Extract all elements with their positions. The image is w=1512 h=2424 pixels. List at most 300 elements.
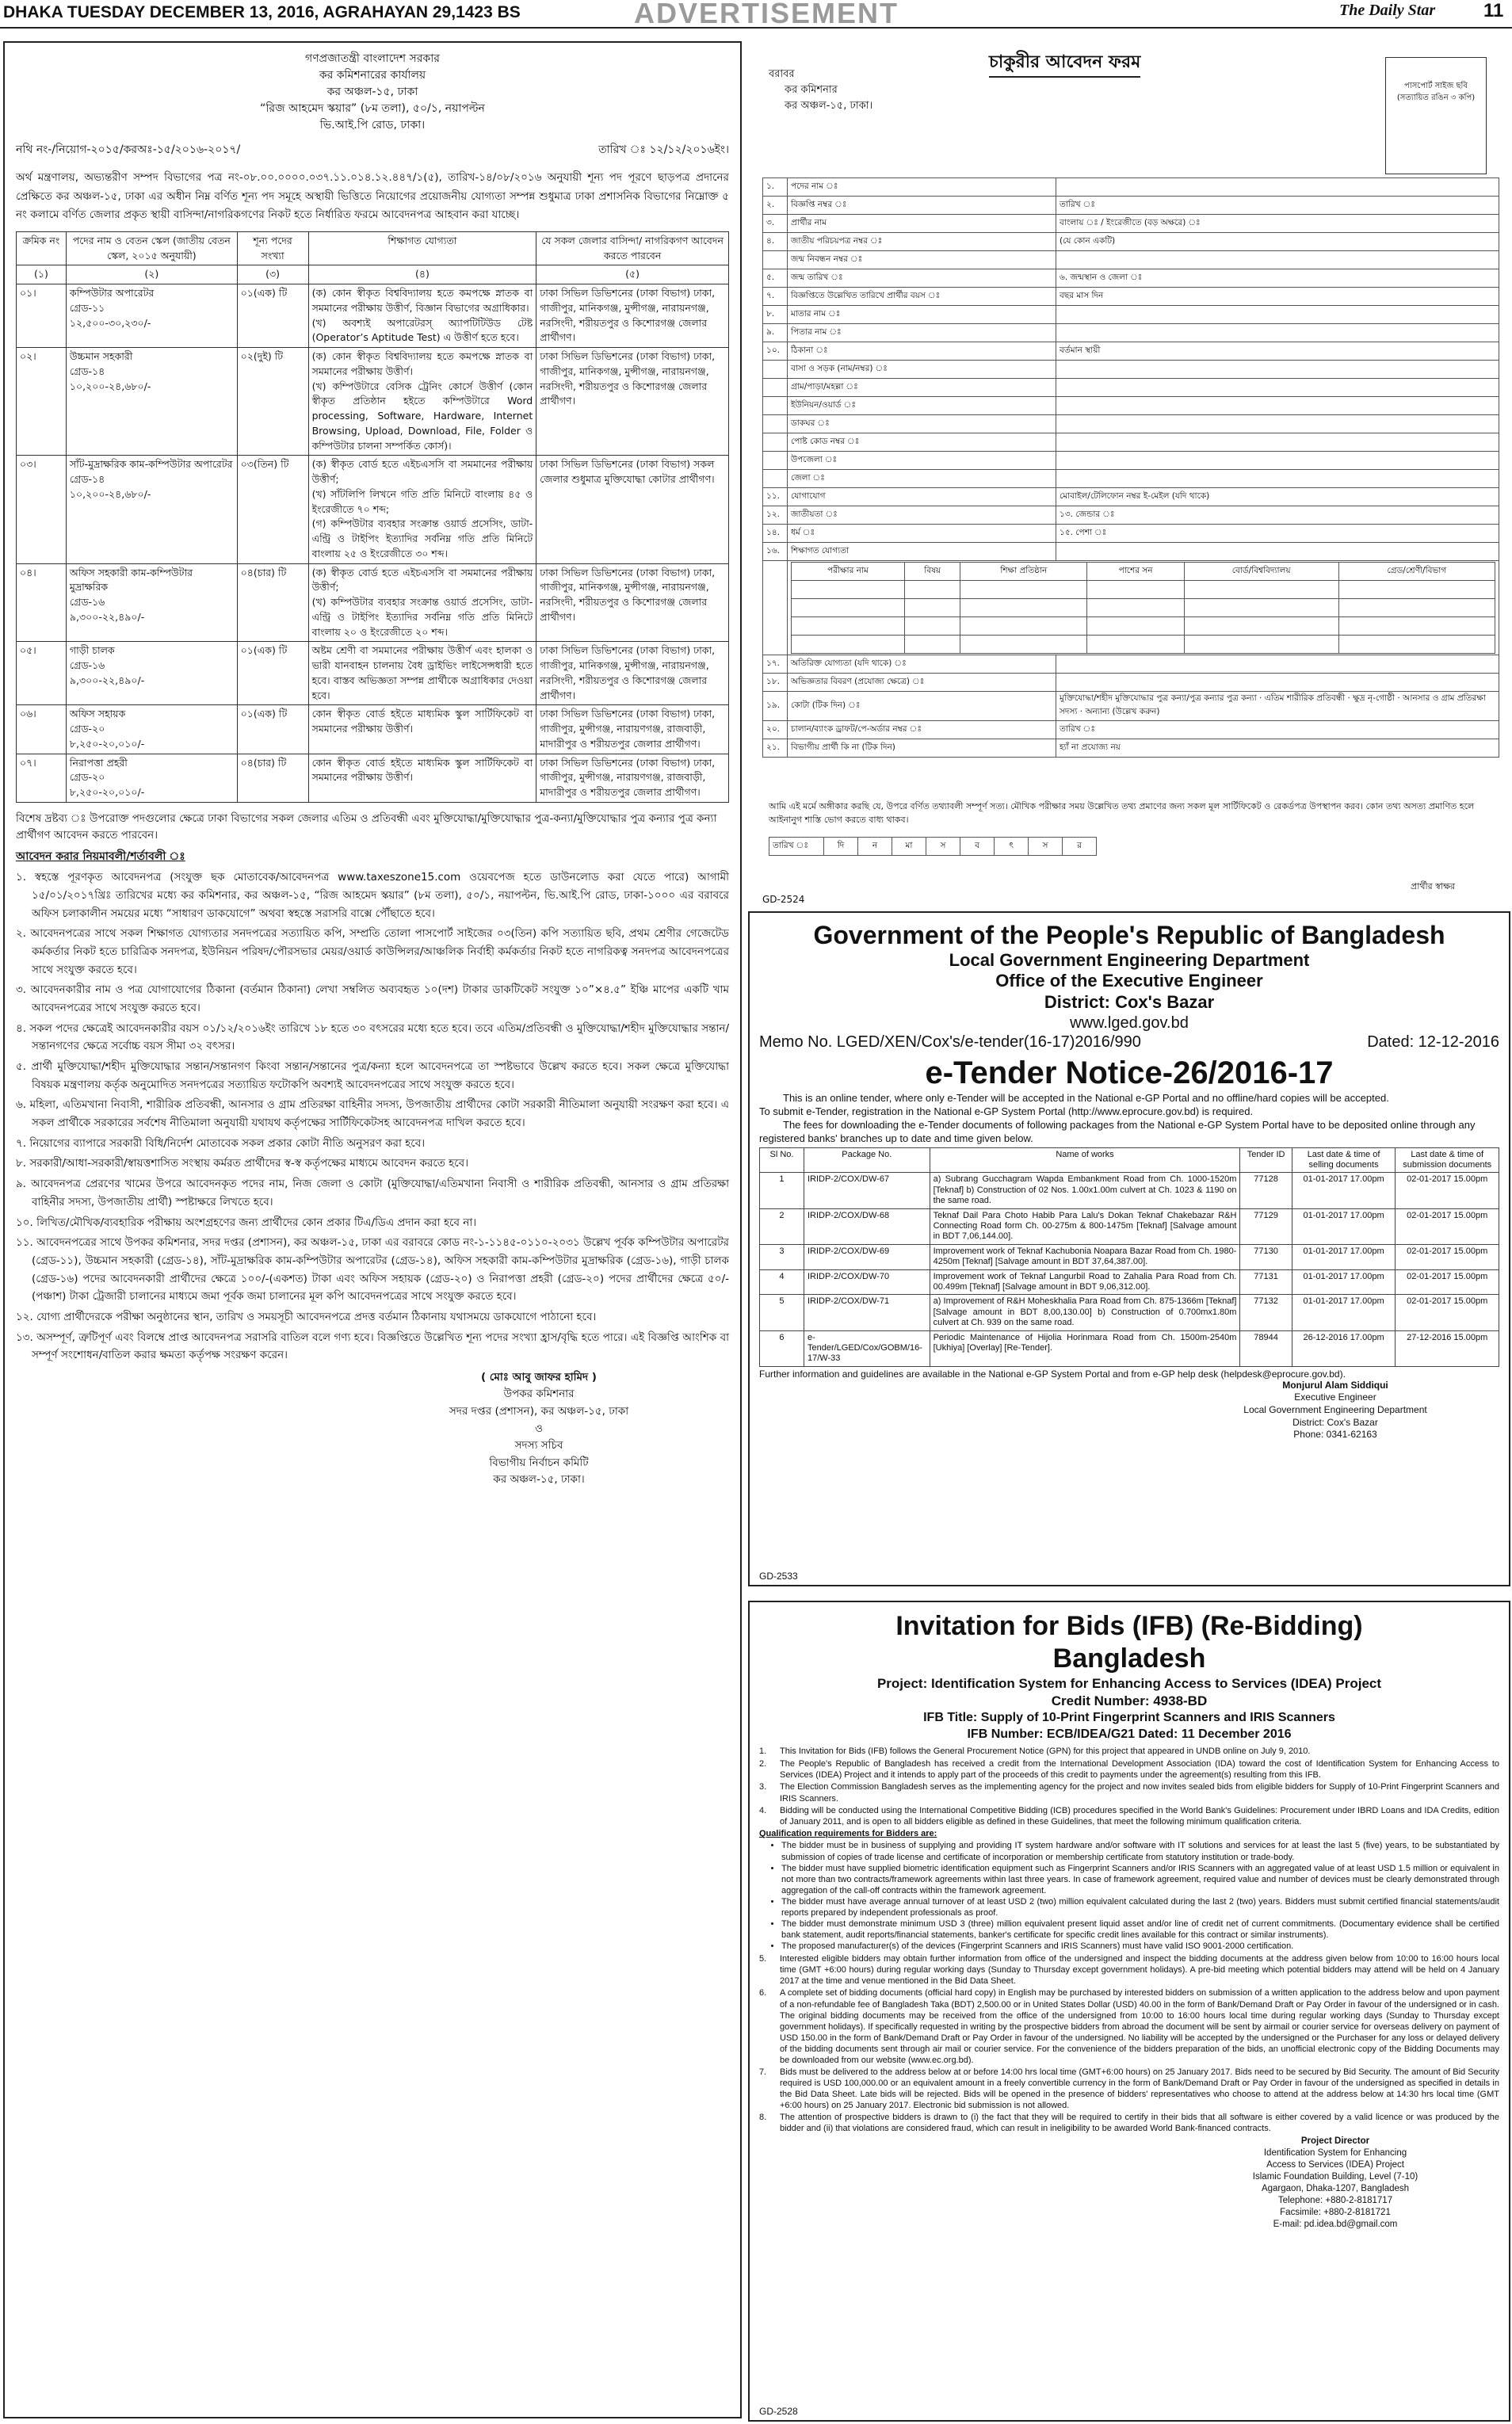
page-number: 11 <box>1483 0 1504 21</box>
form-row-extra <box>1056 251 1499 269</box>
package-no: IRIDP-2/COX/DW-70 <box>804 1269 930 1295</box>
form-row <box>763 543 1499 561</box>
etender-title: Government of the People's Republic of Bangladesh <box>813 921 1445 949</box>
signatory-line: সদর দপ্তর (প্রশাসন), কর অঞ্চল-১৫, ঢাকা <box>449 1405 629 1418</box>
edu-cell <box>1184 617 1338 636</box>
post-name: কম্পিউটার অপারেটর গ্রেড-১১ ১২,৫০০-৩০,২৩০/- <box>66 284 237 348</box>
form-row-label: বিজ্ঞপ্তি নম্বর ঃ <box>788 197 1056 215</box>
signatory-line: Phone: 0341-62163 <box>1293 1429 1377 1441</box>
form-row-number: ১৮. <box>763 674 788 692</box>
ad-code: GD-2528 <box>759 2406 798 2417</box>
form-row-label: ঠিকানা ঃ <box>788 342 1056 361</box>
sl-no: 5 <box>760 1295 804 1330</box>
form-row-label: বিজ্ঞপ্তিতে উল্লেখিত তারিখে প্রার্থীর বয়স ঃ <box>788 288 1056 306</box>
form-row-label: প্রার্থীর নাম <box>788 215 1056 233</box>
form-date-row <box>769 837 1097 856</box>
post-count: ০১(এক) টি <box>237 705 308 754</box>
form-row-number: ১৪. <box>763 525 788 543</box>
form-row-extra: মুক্তিযোদ্ধা/শহীদ মুক্তিযোদ্ধার পুত্র কন্যা/পুত্র কন্যার পুত্র কন্যা · এতিম শারীরিক প্রতিবন্ধী · ক্ষুদ্র নৃ-গোষ্ঠী · আনসার ও গ্রাম প্রতিরক্ষা সদস্য · অন্যান্য (উল্লেখ করুন) <box>1056 692 1499 721</box>
edu-cell <box>1338 581 1495 599</box>
form-row-number: ৯. <box>763 324 788 342</box>
form-row-number: ৭. <box>763 288 788 306</box>
form-row <box>763 269 1499 288</box>
form-row-number: ৪. <box>763 233 788 251</box>
ifb-title: Invitation for Bids (IFB) (Re-Bidding) <box>895 1611 1363 1641</box>
col-serial: ক্রমিক নং <box>17 231 67 265</box>
serial: ০৩। <box>17 456 67 563</box>
etender-row <box>760 1208 1499 1244</box>
signatory-line: District: Cox's Bazar <box>1292 1416 1378 1428</box>
eligible-districts: ঢাকা সিভিল ডিভিশনের (ঢাকা বিভাগ) ঢাকা, গাজীপুর, মুন্সীগঞ্জ, নারায়ণগঞ্জ, রাজবাড়ী, মাদারীপুর ও শরীয়তপুর জেলার প্রার্থীগণ। <box>536 754 729 802</box>
ifb-item <box>759 1758 1499 1781</box>
vacancy-row <box>17 348 729 456</box>
form-row <box>763 415 1499 433</box>
education-blank-row <box>792 581 1495 599</box>
memo-number: নথি নং-/নিয়োগ-২০১৫/করঅঃ-১৫/২০১৬-২০১৭/ <box>16 143 241 156</box>
tender-id: 77132 <box>1240 1295 1292 1330</box>
post-count: ০৪(চার) টি <box>237 563 308 642</box>
ad-code: GD-2533 <box>759 1571 798 1582</box>
form-row-label: গ্রাম/পাড়া/মহল্লা ঃ <box>788 379 1056 397</box>
form-row <box>763 306 1499 324</box>
package-no: e-Tender/LGED/Cox/GOBM/16-17/W-33 <box>804 1330 930 1366</box>
date-cell: মা <box>892 838 926 856</box>
form-row-number: ২১. <box>763 739 788 758</box>
ifb-item-text: Bidding will be conducted using the International Competitive Bidding (ICB) procedures specified in the World Bank's Guidelines: Procurement under IBRD Loans and IDA Credits, edition of January 2011, and is open to all bidders eligible as defined in these Guidelines, that meet the following minimum qualification criteria. <box>780 1805 1499 1827</box>
form-row-number <box>763 415 788 433</box>
form-row <box>763 361 1499 379</box>
etender-row <box>760 1244 1499 1269</box>
edu-cell <box>960 581 1087 599</box>
form-row-extra <box>1056 452 1499 470</box>
post-name: নিরাপত্তা প্রহরী গ্রেড-২০ ৮,২৫০-২০,০১০/- <box>66 754 237 802</box>
vacancy-table: ক্রমিক নং পদের নাম ও বেতন স্কেল (জাতীয় বেতন স্কেল, ২০১৫ অনুযায়ী) শূন্য পদের সংখ্যা শিক্ষাগত যোগ্যতা যে সকল জেলার বাসিন্দা/ নাগরিকগণ আবেদন করতে পারবেন (১) (২) (৩) (৪) (৫) ০১। কম্পিউটার অপারেটর গ্রেড-১১ ১২,৫০০-৩০,২৩০/- ০১(এক) টি (ক) কোন স্বীকৃত বিশ্ববিদ্যালয় হতে কমপক্ষে স্নাতক বা সমমানের পরীক্ষায় উত্তীর্ণ, বিজ্ঞান বিভাগের অগ্রাধিকার। (খ) অবশ্যই অপারেটরস্ অ্যাপটিটিউড টেষ্ট (Operator’s Aptitude Test) এ উত্তীর্ণ হতে হবে। ঢাকা সিভিল ডিভিশনের (ঢাকা বিভাগ) ঢাকা, গাজীপুর, মানিকগঞ্জ, মুন্সীগঞ্জ, নারায়নগঞ্জ, নরসিংদী, শরীয়তপুর ও কিশোরগঞ্জ জেলার প্রার্থীগণ। ০২। উচ্চমান সহকারী গ্রেড-১৪ ১০,২০০-২৪,৬৮০/- ০২(দুই) টি (ক) কোন স্বীকৃত বিশ্ববিদ্যালয় হতে কমপক্ষে স্নাতক বা সমমানের পরীক্ষায় উত্তীর্ণ। (খ) কম্পিউটারে বেসিক ট্রেনিং কোর্সে উত্তীর্ণ (কোন স্বীকৃত প্রতিষ্ঠান হইতে কম্পিউটারে Word processing, Software, Hardware, Internet Browsing, Upload, Download, File, Folder ও কম্পিউটার চালনা সম্পর্কিত কোর্স)। ঢাকা সিভিল ডিভিশনের (ঢাকা বিভাগ) ঢাকা, গাজীপুর, মানিকগঞ্জ, মুন্সীগঞ্জ, নারায়নগঞ্জ, নরসিংদী, শরীয়তপুর ও কিশোরগঞ্জ জেলার প্রার্থীগণ। ০৩। সাঁট-মুদ্রাক্ষরিক কাম-কম্পিউটার অপারেটর গ্রেড-১৪ ১০,২০০-২৪,৬৮০/- ০৩(তিন) টি (ক) স্বীকৃত বোর্ড হতে এইচএসসি বা সমমানের পরীক্ষায় উত্তীর্ণ; (খ) সাঁটলিপি লিখনে গতি প্রতি মিনিটে বাংলায় ৪৫ ও ইংরেজীতে ৭০ শব্দ; (গ) কম্পিউটার ব্যবহার সংক্রান্ত ওয়ার্ড প্রসেসিং, ডাটা-এন্ট্রি ও টাইপিং ইত্যাদির সর্বনিম্ন গতি প্রতি মিনিটে বাংলায় ২৫ ও ইংরেজীতে ৩০ শব্দ। ঢাকা সিভিল ডিভিশনের (ঢাকা বিভাগ) সকল জেলার শুধুমাত্র মুক্তিযোদ্ধা কোটার প্রার্থীগণ। ০৪। অফিস সহকারী কাম-কম্পিউটার মুদ্রাক্ষরিক গ্রেড-১৬ ৯,৩০০-২২,৪৯০/- ০৪(চার) টি (ক) স্বীকৃত বোর্ড হতে এইচএসসি বা সমমানের পরীক্ষায় উত্তীর্ণ; (খ) কম্পিউটার ব্যবহার সংক্রান্ত ওয়ার্ড প্রসেসিং, ডাটা-এন্ট্রি ও টাইপিং ইত্যাদির সর্বনিম্ন গতি প্রতি মিনিটে বাংলায় ২০ ও ইংরেজীতে ২০ শব্দ। ঢাকা সিভিল ডিভিশনের (ঢাকা বিভাগ) ঢাকা, গাজীপুর, মানিকগঞ্জ, মুন্সীগঞ্জ, নারায়নগঞ্জ, নরসিংদী, শরীয়তপুর ও কিশোরগঞ্জ জেলার প্রার্থীগণ। ০৫। গাড়ী চালক গ্রেড-১৬ ৯,৩০০-২২,৪৯০/- ০১(এক) টি অষ্টম শ্রেণী বা সমমানের পরীক্ষায় উত্তীর্ণ এবং হালকা ও ভারী যানবাহন চালনায় বৈধ ড্রাইভিং লাইসেন্সধারী হতে হবে। বাস্তব অভিজ্ঞতা সম্পন্ন প্রার্থীকে অগ্রাধিকার দেওয়া হবে। ঢাকা সিভিল ডিভিশনের (ঢাকা বিভাগ) ঢাকা, গাজীপুর, মানিকগঞ্জ, মুন্সীগঞ্জ, নারায়নগঞ্জ, নরসিংদী, শরীয়তপুর ও কিশোরগঞ্জ জেলার প্রার্থীগণ। ০৬। অফিস সহায়ক গ্রেড-২০ ৮,২৫০-২০,০১০/- ০১(এক) টি কোন স্বীকৃত বোর্ড হইতে মাধ্যমিক স্কুল সার্টিফিকেট বা সমমানের পরীক্ষায় উত্তীর্ণ। ঢাকা সিভিল ডিভিশনের (ঢাকা বিভাগ) ঢাকা, গাজীপুর, মুন্সীগঞ্জ, নারায়ণগঞ্জ, রাজবাড়ী, মাদারীপুর ও শরীয়তপুর জেলার প্রার্থীগণ। ০৭। নিরাপত্তা প্রহরী গ্রেড-২০ ৮,২৫০-২০,০১০/- ০৪(চার) টি কোন স্বীকৃত বোর্ড হইতে মাধ্যমিক স্কুল সার্টিফিকেট বা সমমানের পরীক্ষায় উত্তীর্ণ। ঢাকা সিভিল ডিভিশনের (ঢাকা বিভাগ) ঢাকা, গাজীপুর, মুন্সীগঞ্জ, নারায়ণগঞ্জ, রাজবাড়ী, মাদারীপুর ও শরীয়তপুর জেলার প্রার্থীগণ। <box>16 231 729 803</box>
ifb-item-number: 5. <box>759 1954 767 1964</box>
work-name: Improvement work of Teknaf Kachubonia Noapara Bazar Road from Ch. 1980-4250m [Teknaf] [Salvage amount in BDT 37,64,387.00]. <box>930 1244 1240 1269</box>
ifb-notice: Invitation for Bids (IFB) (Re-Bidding) Bangladesh Project: Identification System for Enhancing Access to Services (IDEA) Project Credit Number: 4938-BD IFB Title: Supply of 10-Print Fingerprint Scanners and IRIS Scanners IFB Number: ECB/IDEA/G21 Dated: 11 December 2016 1. This Invitation for Bids (IFB) follows the General Procurement Notice (GPN) for this project that appeared in UNDB online on July 9, 2010. 2. The People's Republic of Bangladesh has received a credit from the International Development Association (IDA) toward the cost of Identification System for Enhancing Access to Services (IDEA) Project and it intends to apply part of the proceeds of this credit to payments under the agreement(s) resulting from this IFB. 3. The Election Commission Bangladesh serves as the implementing agency for the project and now invites sealed bids from eligible bidders for Supply of 10-Print Fingerprint Scanners and IRIS Scanners. 4. Bidding will be conducted using the International Competitive Bidding (ICB) procedures specified in the World Bank's Guidelines: Procurement under IBRD Loans and IDA Credits, edition of January 2011, and is open to all bidders eligible as defined in these Guidelines, that meet the following minimum qualification criteria. Qualification requirements for Bidders are: • The bidder must be in business of supplying and providing IT system hardware and/or software with IT solutions and services for at least the last 5 (five) years, to be substantiated by submission of copies of trade license and certificate of incorporation or membership certificate from statutory institution or trade-body. • The bidder must have supplied biometric identification equipment such as Fingerprint Scanners and/or IRIS Scanners with an aggregated value of at least USD 1.5 million or equivalent in not more than two contracts/framework agreements within last three years. In case of framework agreement, required value and number of devices must be clearly demonstrated through aggregation of the call-off contracts within the framework agreement. • The bidder must have average annual turnover of at least USD 2 (two) million equivalent calculated during the last 2 (two) years. Bidders must submit certified financial statements/audit reports prepared by independent professionals as proof. • The bidder must demonstrate minimum USD 3 (three) million equivalent present liquid asset and/or line of credit net of current commitments. (Documentary evidence shall be certified bank statement, audit reports/financial statements, banker's certificate for specific credit lines available for this contract or similar instruments). • The proposed manufacturer(s) of the devices (Fingerprint Scanners and IRIS Scanners) must have valid ISO 9001-2000 certification. 5. Interested eligible bidders may obtain further information from office of the undersigned and inspect the bidding documents at the address given below from 10:00 to 16:00 hours local time (GMT +6:00 hours) during regular working days (Sunday to Thursday except government holidays). A pre-bid meeting which potential bidders may attend will be held on 4 January 2017 at the time and venue mentioned in the Bid Data Sheet. 6. A complete set of bidding documents (official hard copy) in English may be purchased by interested bidders on submission of a written application to the address below and upon payment of a non-refundable fee of Bangladesh Taka (BDT) 2,500.00 or in United States Dollar (USD) 40.00 in the form of Bank/Demand Draft or Pay Order in favour of the undersigned or in cash. The original bidding documents may be received from the office of the undersigned from 10:00 to 16:00 hours local time during regular working days (Sunday to Thursday except government holidays). If specifically requested in writing by the prospective bidders from abroad the document will be sent by airmail or courier service for overseas delivery on payment of USD 150.00 in the form of Bank/Demand Draft or Pay Order in favour of the undersigned. No liability will be accepted by the undersigned or the Purchaser for any loss or delayed delivery of the bidding documents sent through air mail or courier service. For the convenience of the bidders preparation of the bids, an unofficial electronic copy of the Bidding Documents may be downloaded from our website (www.ec.org.bd). 7. Bids must be delivered to the address below at or before 14:00 hrs local time (GMT+6:00 hours) on 25 January 2017. Bids need to be secured by Bid Security. The amount of Bid Security required is USD 100,000.00 or an equivalent amount in a freely convertible currency in the form of Bank/Demand Draft or Pay Order in favour of the undersigned as specified in details in the Bid Data Sheet. Late bids will be rejected. Bids will be opened in the presence of bidders' representatives who choose to attend at the address below at 14:30 hrs local time (GMT +6:00 hours) on 25 January 2017. Electronic bid submission is not allowed. 8. The attention of prospective bidders is drawn to (i) the fact that they will be required to certify in their bids that all software is either covered by a valid licence or was produced by the bidder and (ii) that violations are considered fraud, which can result in ineligibility to be awarded World Bank-financed contracts. Project Director Identification System for Enhancing Access to Services (IDEA) Project Islamic Foundation Building, Level (7-10) Agargaon, Dhaka-1207, Bangladesh Telephone: +880-2-8181717 Facsimile: +880-2-8181721 E-mail: pd.idea.bd@gmail.com GD-2528 <box>748 1601 1510 2422</box>
qualification-item: • The bidder must have supplied biometric identification equipment such as Fingerprint Scanners and/or IRIS Scanners with an aggregated value of at least USD 1.5 million or equivalent in not more than two contracts/framework agreements within last three years. In case of framework agreement, required value and number of devices must be clearly demonstrated through aggregation of the call-off contracts within the framework agreement. <box>781 1863 1499 1896</box>
date-cell: দি <box>824 838 858 856</box>
edu-cell <box>960 617 1087 636</box>
form-row-extra <box>1056 324 1499 342</box>
qualification: কোন স্বীকৃত বোর্ড হইতে মাধ্যমিক স্কুল সার্টিফিকেট বা সমমানের পরীক্ষায় উত্তীর্ণ। <box>308 705 536 754</box>
package-no: IRIDP-2/COX/DW-68 <box>804 1208 930 1244</box>
form-row-number <box>763 251 788 269</box>
col-district: যে সকল জেলার বাসিন্দা/ নাগরিকগণ আবেদন করতে পারবেন <box>536 231 729 265</box>
post-count: ০২(দুই) টি <box>237 348 308 456</box>
section-title: ADVERTISEMENT <box>634 0 899 29</box>
form-row-extra <box>1056 674 1499 692</box>
eligible-districts: ঢাকা সিভিল ডিভিশনের (ঢাকা বিভাগ) ঢাকা, গাজীপুর, মানিকগঞ্জ, মুন্সীগঞ্জ, নারায়নগঞ্জ, নরসিংদী, শরীয়তপুর ও কিশোরগঞ্জ জেলার প্রার্থীগণ। <box>536 348 729 456</box>
vacancy-row <box>17 456 729 563</box>
post-count: ০১(এক) টি <box>237 284 308 348</box>
qualification: (ক) স্বীকৃত বোর্ড হতে এইচএসসি বা সমমানের পরীক্ষায় উত্তীর্ণ; (খ) কম্পিউটার ব্যবহার সংক্রান্ত ওয়ার্ড প্রসেসিং, ডাটা-এন্ট্রি ও টাইপিং ইত্যাদির সর্বনিম্ন গতি প্রতি মিনিটে বাংলায় ২০ ও ইংরেজীতে ২০ শব্দ। <box>308 563 536 642</box>
form-row <box>763 251 1499 269</box>
edu-cell <box>792 581 905 599</box>
memo-line <box>16 142 729 162</box>
rules-list <box>16 868 729 1364</box>
qualification: কোন স্বীকৃত বোর্ড হইতে মাধ্যমিক স্কুল সার্টিফিকেট বা সমমানের পরীক্ষায় উত্তীর্ণ। <box>308 754 536 802</box>
form-row-extra <box>1056 655 1499 674</box>
education-columns <box>788 561 1499 655</box>
qualification: (ক) স্বীকৃত বোর্ড হতে এইচএসসি বা সমমানের পরীক্ষায় উত্তীর্ণ; (খ) সাঁটলিপি লিখনে গতি প্রতি মিনিটে বাংলায় ৪৫ ও ইংরেজীতে ৭০ শব্দ; (গ) কম্পিউটার ব্যবহার সংক্রান্ত ওয়ার্ড প্রসেসিং, ডাটা-এন্ট্রি ও টাইপিং ইত্যাদির সর্বনিম্ন গতি প্রতি মিনিটে বাংলায় ২৫ ও ইংরেজীতে ৩০ শব্দ। <box>308 456 536 563</box>
ifb-item-text: A complete set of bidding documents (official hard copy) in English may be purchased by interested bidders on submission of a written application to the address below and upon payment of a non-refundable fee of Bangladesh Taka (BDT) 2,500.00 or in United States Dollar (USD) 40.00 in the form of Bank/Demand Draft or Pay Order in favour of the undersigned or in cash. The original bidding documents may be received from the office of the undersigned from 10:00 to 16:00 hours local time during regular working days (Sunday to Thursday except government holidays). If specifically requested in writing by the prospective bidders from abroad the document will be sent by airmail or courier service for overseas delivery on payment of USD 150.00 in the form of Bank/Demand Draft or Pay Order in favour of the undersigned. No liability will be accepted by the undersigned or the Purchaser for any loss or delayed delivery of the bidding documents sent through air mail or courier service. For the convenience of the bidders preparation of the bids, an unofficial electronic copy of the Bidding Documents may be downloaded from our website (www.ec.org.bd). <box>780 1988 1499 2065</box>
package-no: IRIDP-2/COX/DW-71 <box>804 1295 930 1330</box>
rule-item: ১১. আবেদনপত্রের সাথে উপকর কমিশনার, সদর দপ্তর (প্রশাসন), কর অঞ্চল-১৫, ঢাকা এর বরাবরে কোড নং-১-১১৪৫-০১১০-২০৩১ উল্লেখ পূর্বক কম্পিউটার অপারেটর (গ্রেড-১১), উচ্চমান সহকারী (গ্রেড-১৪), সাঁট-মুদ্রাক্ষরিক কাম-কম্পিউটার অপারেটর (গ্রেড-১৪), অফিস সহকারী কাম-কম্পিউটার মুদ্রাক্ষরিক (গ্রেড-১৬), গাড়ী চালক (গ্রেড-১৬) পদের আবেদনকারী প্রার্থীদের ক্ষেত্রে ১০০/-(একশত) টাকা এবং অফিস সহায়ক (গ্রেড-২০) ও নিরাপত্তা প্রহরী (গ্রেড-২০) পদের প্রার্থীদের ক্ষেত্রে ৫০/-(পঞ্চাশ) টাকা ট্রেজারী চালানের মাধ্যমে জমা পূর্বক জমা চালানের মূল কপি আবেদনপত্রের সাথে সংযুক্ত করতে হবে। <box>16 1236 729 1304</box>
package-no: IRIDP-2/COX/DW-67 <box>804 1173 930 1208</box>
ifb-item <box>759 2112 1499 2134</box>
signatory-line: সদস্য সচিব <box>514 1439 563 1452</box>
form-row-label: অতিরিক্ত যোগ্যতা (যদি থাকে) ঃ <box>788 655 1056 674</box>
form-row-extra: ৬. জন্মস্থান ও জেলা ঃ <box>1056 269 1499 288</box>
edu-cell <box>1338 599 1495 617</box>
ifb-item-number: 6. <box>759 1988 767 1998</box>
form-row-number: ১২. <box>763 506 788 525</box>
serial: ০৬। <box>17 705 67 754</box>
form-row-label: পদের নাম ঃ <box>788 178 1056 197</box>
tender-id: 77129 <box>1240 1208 1292 1244</box>
eligible-districts: ঢাকা সিভিল ডিভিশনের (ঢাকা বিভাগ) ঢাকা, গাজীপুর, মানিকগঞ্জ, মুন্সীগঞ্জ, নারায়নগঞ্জ, নরসিংদী, শরীয়তপুর ও কিশোরগঞ্জ জেলার প্রার্থীগণ। <box>536 563 729 642</box>
selling-deadline: 01-01-2017 17.00pm <box>1292 1295 1396 1330</box>
edu-cell <box>960 636 1087 654</box>
ifb-contact <box>1171 2136 1499 2231</box>
submission-deadline: 02-01-2017 15.00pm <box>1396 1295 1499 1330</box>
serial: ০২। <box>17 348 67 456</box>
vacancy-row <box>17 284 729 348</box>
form-row <box>763 324 1499 342</box>
etender-notice: Government of the People's Republic of Bangladesh Local Government Engineering Department Office of the Executive Engineer District: Cox's Bazar www.lged.gov.bd Memo No. LGED/XEN/Cox's/e-tender(16-17)2016/990 Dated: 12-12-2016 e-Tender Notice-26/2016-17 This is an online tender, where only e-Tender will be accepted in the National e-GP Portal and no offline/hard copies will be accepted. To submit e-Tender, registration in the National e-GP System Portal (http://www.eprocure.gov.bd) is required. The fees for downloading the e-Tender documents of following packages from the National e-GP System Portal have to be deposited online through any registered banks' branches up to date and time given below. Sl No. Package No. Name of works Tender ID Last date & time of selling documents Last date & time of submission documents 1 IRIDP-2/COX/DW-67 a) Subrang Gucchagram Wapda Embankment Road from Ch. 1000-1520m [Teknaf] b) Construction of 02 Nos. 1.00x1.00m culvert at Ch. 1023 & 1190 on the same road. 77128 01-01-2017 17.00pm 02-01-2017 15.00pm 2 IRIDP-2/COX/DW-68 Teknaf Dail Para Choto Habib Para Lalu's Dokan Teknaf Chakebazar R&H Connecting Road form Ch. 00-275m & 800-1475m [Teknaf] [Salvage amount in BDT 7,06,144.00]. 77129 01-01-2017 17.00pm 02-01-2017 15.00pm 3 IRIDP-2/COX/DW-69 Improvement work of Teknaf Kachubonia Noapara Bazar Road from Ch. 1980-4250m [Teknaf] [Salvage amount in BDT 37,64,387.00]. 77130 01-01-2017 17.00pm 02-01-2017 15.00pm 4 IRIDP-2/COX/DW-70 Improvement work of Teknaf Langurbil Road to Zahalia Para Road from Ch. 00.499m [Teknaf] [Salvage amount in BDT 9,06,312.00]. 77131 01-01-2017 17.00pm 02-01-2017 15.00pm 5 IRIDP-2/COX/DW-71 a) Improvement of R&H Moheskhalia Para Road from Ch. 875-1366m [Teknaf] [Salvage amount in BDT 8,00,130.00] b) Construction of 0.700mx1.80m culvert at Ch. 939 on the same road. 77132 01-01-2017 17.00pm 02-01-2017 15.00pm 6 e-Tender/LGED/Cox/GOBM/16-17/W-33 Periodic Maintenance of Hijolia Horinmara Road from Ch. 1500m-2540m [Ukhiya] [Overlay] [Re-Tender]. 78944 26-12-2016 17.00pm 27-12-2016 15.00pm Further information and guidelines are available in the National e-GP System Portal and from e-GP help desk (helpdesk@eprocure.gov.bd). Monjurul Alam Siddiqui Executive Engineer Local Government Engineering Department District: Cox's Bazar Phone: 0341-62163 GD-2533 <box>748 911 1510 1586</box>
col-post: পদের নাম ও বেতন স্কেল (জাতীয় বেতন স্কেল, ২০১৫ অনুযায়ী) <box>66 231 237 265</box>
form-row <box>763 433 1499 452</box>
ifb-item-number: 2. <box>759 1758 767 1769</box>
ifb-item <box>759 1746 1499 1757</box>
col-qualification: শিক্ষাগত যোগ্যতা <box>308 231 536 265</box>
etender-row <box>760 1269 1499 1295</box>
selling-deadline: 01-01-2017 17.00pm <box>1292 1208 1396 1244</box>
sl-no: 1 <box>760 1173 804 1208</box>
contact-line: Facsimile: +880-2-8181721 <box>1280 2208 1391 2218</box>
etender-footer: Further information and guidelines are available in the National e-GP System Portal and from e-GP help desk (helpdesk@eprocure.gov.bd). <box>759 1368 1346 1380</box>
form-row-extra <box>1056 470 1499 488</box>
edu-col: পরীক্ষার নাম <box>792 563 905 581</box>
selling-deadline: 01-01-2017 17.00pm <box>1292 1244 1396 1269</box>
rule-item: ৫. প্রার্থী মুক্তিযোদ্ধা/শহীদ মুক্তিযোদ্ধার সন্তান/সন্তানগণ কিংবা সন্তান/সন্তানের পুত্র/কন্যা হলে আবেদনপত্রে তা স্পষ্টভাবে উল্লেখ করতে হবে। সকল ক্ষেত্রে মুক্তিযোদ্ধা বিষয়ক মন্ত্রণালয় কর্তৃক অনুমোদিত সনদপত্রের সত্যায়িত ফটোকপি অবশ্যই আবেদনপত্রের সাথে সংযুক্ত করতে হবে। <box>16 1060 729 1091</box>
form-row-extra <box>1056 433 1499 452</box>
form-row <box>763 215 1499 233</box>
contact-line: E-mail: pd.idea.bd@gmail.com <box>1273 2220 1398 2230</box>
ifb-item-text: The attention of prospective bidders is drawn to (i) the fact that they will be required to certify in their bids that all software is either covered by a valid licence or was produced by the bidder and (ii) that violations are considered fraud, which can result in ineligibility to be awarded World Bank-financed contracts. <box>780 2113 1499 2134</box>
applicant-signature: প্রার্থীর স্বাক্ষর <box>1411 881 1456 891</box>
edu-cell <box>905 617 960 636</box>
education-cols <box>792 563 1495 581</box>
form-row <box>763 452 1499 470</box>
memo-date: তারিখ ঃ ১২/১২/২০১৬ইং। <box>598 143 729 156</box>
ifb-item-number: 4. <box>759 1805 767 1815</box>
form-row-number: ১০. <box>763 342 788 361</box>
qualification: (ক) কোন স্বীকৃত বিশ্ববিদ্যালয় হতে কমপক্ষে স্নাতক বা সমমানের পরীক্ষায় উত্তীর্ণ, বিজ্ঞান বিভাগের অগ্রাধিকার। (খ) অবশ্যই অপারেটরস্ অ্যাপটিটিউড টেষ্ট (Operator’s Aptitude Test) এ উত্তীর্ণ হতে হবে। <box>308 284 536 348</box>
form-row-number <box>763 361 788 379</box>
form-addressee: বরাবর কর কমিশনার কর অঞ্চল-১৫, ঢাকা। <box>769 68 873 113</box>
education-header <box>763 561 1499 655</box>
etender-website: www.lged.gov.bd <box>1070 1013 1189 1032</box>
contact-line: Agargaon, Dhaka-1207, Bangladesh <box>1261 2184 1410 2194</box>
selling-deadline: 26-12-2016 17.00pm <box>1292 1330 1396 1366</box>
edu-cell <box>1184 581 1338 599</box>
edu-cell <box>792 599 905 617</box>
form-row-number: ৫. <box>763 269 788 288</box>
form-row-number: ১. <box>763 178 788 197</box>
rule-item: ২. আবেদনপত্রের সাথে সকল শিক্ষাগত যোগ্যতার সনদপত্রের সত্যায়িত কপি, সম্প্রতি তোলা পাসপোর্ট সাইজের ০৩(তিন) কপি সত্যায়িত ছবি, প্রথম শ্রেণীর গেজেটেড কর্মকর্তার নিকট হতে চারিত্রিক সনদপত্র, ইউনিয়ন পরিষদ/পৌরসভার মেয়র/ওয়ার্ড কাউন্সিলর/আঞ্চলিক নির্বাহী কর্মকর্তার নিকট হতে নাগরিকত্ব সনদপত্র আবেদনপত্রের সাথে সংযুক্ত করতে হবে। <box>16 927 729 976</box>
post-name: গাড়ী চালক গ্রেড-১৬ ৯,৩০০-২২,৪৯০/- <box>66 642 237 705</box>
serial: ০৭। <box>17 754 67 802</box>
form-row-label: চালান/ব্যাংক ড্রাফট/পে-অর্ডার নম্বর ঃ <box>788 721 1056 739</box>
date-label: তারিখ ঃ <box>769 838 824 856</box>
edu-cell <box>1184 599 1338 617</box>
work-name: a) Subrang Gucchagram Wapda Embankment Road from Ch. 1000-1520m [Teknaf] b) Construction of 02 Nos. 1.00x1.00m culvert at Ch. 1023 & 1190 on the same road. <box>930 1173 1240 1208</box>
form-row-label: পোষ্ট কোড নম্বর ঃ <box>788 433 1056 452</box>
signatory-line: বিভাগীয় নির্বাচন কমিটি <box>489 1456 589 1469</box>
vacancy-row <box>17 563 729 642</box>
form-row <box>763 739 1499 758</box>
spacer <box>763 561 788 655</box>
post-name: সাঁট-মুদ্রাক্ষরিক কাম-কম্পিউটার অপারেটর গ্রেড-১৪ ১০,২০০-২৪,৬৮০/- <box>66 456 237 563</box>
form-table <box>762 178 1499 758</box>
qualification-item: • The bidder must have average annual turnover of at least USD 2 (two) million equivalent calculated during the last 2 (two) years. Bidders must submit certified financial statements/audit reports prepared by independent professionals as proof. <box>781 1896 1499 1918</box>
date-cell: ব <box>960 838 995 856</box>
form-row-label: শিক্ষাগত যোগ্যতা <box>788 543 1056 561</box>
edu-cell <box>905 581 960 599</box>
form-row-extra <box>1056 397 1499 415</box>
vacancy-row <box>17 642 729 705</box>
form-row-extra <box>1056 178 1499 197</box>
post-count: ০১(এক) টি <box>237 642 308 705</box>
etender-intro: This is an online tender, where only e-Tender will be accepted in the National e-GP Portal and no offline/hard copies will be accepted. To submit e-Tender, registration in the National e-GP System Portal (http://www.eprocure.gov.bd) is required. The fees for downloading the e-Tender documents of following packages from the National e-GP System Portal have to be deposited online through any registered banks' branches up to date and time given below. <box>759 1091 1476 1144</box>
ifb-item <box>759 1953 1499 1987</box>
ifb-item <box>759 1805 1499 1828</box>
form-row-label: জন্ম তারিখ ঃ <box>788 269 1056 288</box>
etender-table: Sl No. Package No. Name of works Tender ID Last date & time of selling documents Last date & time of submission documents 1 IRIDP-2/COX/DW-67 a) Subrang Gucchagram Wapda Embankment Road from Ch. 1000-1520m [Teknaf] b) Construction of 02 Nos. 1.00x1.00m culvert at Ch. 1023 & 1190 on the same road. 77128 01-01-2017 17.00pm 02-01-2017 15.00pm 2 IRIDP-2/COX/DW-68 Teknaf Dail Para Choto Habib Para Lalu's Dokan Teknaf Chakebazar R&H Connecting Road form Ch. 00-275m & 800-1475m [Teknaf] [Salvage amount in BDT 7,06,144.00]. 77129 01-01-2017 17.00pm 02-01-2017 15.00pm 3 IRIDP-2/COX/DW-69 Improvement work of Teknaf Kachubonia Noapara Bazar Road from Ch. 1980-4250m [Teknaf] [Salvage amount in BDT 37,64,387.00]. 77130 01-01-2017 17.00pm 02-01-2017 15.00pm 4 IRIDP-2/COX/DW-70 Improvement work of Teknaf Langurbil Road to Zahalia Para Road from Ch. 00.499m [Teknaf] [Salvage amount in BDT 9,06,312.00]. 77131 01-01-2017 17.00pm 02-01-2017 15.00pm 5 IRIDP-2/COX/DW-71 a) Improvement of R&H Moheskhalia Para Road from Ch. 875-1366m [Teknaf] [Salvage amount in BDT 8,00,130.00] b) Construction of 0.700mx1.80m culvert at Ch. 939 on the same road. 77132 01-01-2017 17.00pm 02-01-2017 15.00pm 6 e-Tender/LGED/Cox/GOBM/16-17/W-33 Periodic Maintenance of Hijolia Horinmara Road from Ch. 1500m-2540m [Ukhiya] [Overlay] [Re-Tender]. 78944 26-12-2016 17.00pm 27-12-2016 15.00pm <box>759 1147 1499 1367</box>
ifb-item-text: The Election Commission Bangladesh serves as the implementing agency for the project and now invites sealed bids from eligible bidders for Supply of 10-Print Fingerprint Scanners and IRIS Scanners. <box>780 1782 1499 1804</box>
form-row-number <box>763 470 788 488</box>
form-row-extra <box>1056 306 1499 324</box>
form-row-extra: (যে কোন একটি) <box>1056 233 1499 251</box>
special-note: বিশেষ দ্রষ্টব্য ঃ উপরোক্ত পদগুলোর ক্ষেত্রে ঢাকা বিভাগের সকল জেলার এতিম ও প্রতিবন্ধী এবং মুক্তিযোদ্ধা/মুক্তিযোদ্ধার পুত্র-কন্যা/মুক্তিযোদ্ধার পুত্র কন্যার পুত্র কন্যা প্রার্থীগণ আবেদন করতে পারবেন। <box>16 811 717 842</box>
form-row-label: অভিজ্ঞতার বিবরণ (প্রযোজ্য ক্ষেত্রে) ঃ <box>788 674 1056 692</box>
form-row <box>763 288 1499 306</box>
qualification-item: • The proposed manufacturer(s) of the devices (Fingerprint Scanners and IRIS Scanners) must have valid ISO 9001-2000 certification. <box>781 1941 1499 1952</box>
ifb-item-number: 8. <box>759 2113 767 2123</box>
date-cell: ন <box>858 838 892 856</box>
serial: ০৫। <box>17 642 67 705</box>
tender-id: 77131 <box>1240 1269 1292 1295</box>
etender-signatory <box>1171 1380 1499 1441</box>
sl-no: 3 <box>760 1244 804 1269</box>
newspaper-logo: The Daily Star <box>1339 2 1436 19</box>
form-row-extra: ১৩. জেন্ডার ঃ <box>1056 506 1499 525</box>
sl-no: 4 <box>760 1269 804 1295</box>
rule-item: ১৩. অসম্পূর্ণ, ত্রুটিপূর্ণ এবং বিলম্বে প্রাপ্ত আবেদনপত্র সরাসরি বাতিল বলে গণ্য হবে। বিজ্ঞপ্তিতে উল্লেখিত শূন্য পদের সংখ্যা হ্রাস/বৃদ্ধি হতে পারে। এই বিজ্ঞপ্তি আংশিক বা সম্পূর্ণ সংশোধন/বাতিল করার ক্ষমতা কর্তৃপক্ষ সংরক্ষণ করেন। <box>16 1330 729 1362</box>
tender-id: 77128 <box>1240 1173 1292 1208</box>
form-row-number: ৮. <box>763 306 788 324</box>
ifb-items <box>759 1746 1499 1827</box>
form-row-label: ডাকঘর ঃ <box>788 415 1056 433</box>
form-row <box>763 397 1499 415</box>
form-row-label: যোগাযোগ <box>788 488 1056 506</box>
contact-line: Identification System for Enhancing <box>1263 2148 1407 2159</box>
education-blank-row <box>792 599 1495 617</box>
form-row <box>763 525 1499 543</box>
form-row <box>763 674 1499 692</box>
submission-deadline: 27-12-2016 15.00pm <box>1396 1330 1499 1366</box>
form-row-number <box>763 397 788 415</box>
form-row <box>763 197 1499 215</box>
edu-cell <box>1338 636 1495 654</box>
ad-code: GD-2524 <box>762 894 805 905</box>
contact-title: Project Director <box>1300 2136 1370 2147</box>
form-row-label: জেলা ঃ <box>788 470 1056 488</box>
form-row-label: বাসা ও সড়ক (নাম/নম্বর) ঃ <box>788 361 1056 379</box>
rule-item: ৪. সকল পদের ক্ষেত্রেই আবেদনকারীর বয়স ০১/১২/২০১৬ইং তারিখে ১৮ হতে ৩০ বৎসরের মধ্যে হতে হবে। তবে এতিম/প্রতিবন্ধী ও মুক্তিযোদ্ধা/শহীদ মুক্তিযোদ্ধার সন্তান/সন্তানগণের ক্ষেত্রে সর্বোচ্চ বয়স সীমা ৩২ বৎসর। <box>16 1021 729 1053</box>
rule-item: ৯. আবেদনপত্র প্রেরণের খামের উপরে আবেদনকৃত পদের নাম, নিজ জেলা ও কোটা (মুক্তিযোদ্ধা/এতিমখানা নিবাসী ও শারীরিক প্রতিবন্ধী, আনসার ও গ্রাম প্রতিরক্ষা বাহিনীর সদস্য, উপজাতীয় প্রার্থী) স্পষ্টাক্ষরে লিখতে হবে। <box>16 1178 729 1208</box>
work-name: Improvement work of Teknaf Langurbil Road to Zahalia Para Road from Ch. 00.499m [Teknaf] [Salvage amount in BDT 9,06,312.00]. <box>930 1269 1240 1295</box>
ifb-qualifications <box>781 1840 1499 1952</box>
form-row-extra: বছর মাস দিন <box>1056 288 1499 306</box>
date-cells-row <box>769 838 1097 856</box>
masthead <box>0 0 1512 29</box>
signatory-block <box>349 1369 729 1489</box>
edu-cell <box>1184 636 1338 654</box>
ifb-items-2 <box>759 1953 1499 2134</box>
eligible-districts: ঢাকা সিভিল ডিভিশনের (ঢাকা বিভাগ) ঢাকা, গাজীপুর, মানিকগঞ্জ, মুন্সীগঞ্জ, নারায়নগঞ্জ, নরসিংদী, শরীয়তপুর ও কিশোরগঞ্জ জেলার প্রার্থীগণ। <box>536 642 729 705</box>
form-row-extra: বর্তমান স্থায়ী <box>1056 342 1499 361</box>
serial: ০১। <box>17 284 67 348</box>
eligible-districts: ঢাকা সিভিল ডিভিশনের (ঢাকা বিভাগ) সকল জেলার শুধুমাত্র মুক্তিযোদ্ধা কোটার প্রার্থীগণ। <box>536 456 729 563</box>
post-count: ০৩(তিন) টি <box>237 456 308 563</box>
ifb-item <box>759 1781 1499 1804</box>
edu-cell <box>1087 581 1184 599</box>
form-row <box>763 342 1499 361</box>
form-row-extra: ১৫. পেশা ঃ <box>1056 525 1499 543</box>
form-row-label: জন্ম নিবন্ধন নম্বর ঃ <box>788 251 1056 269</box>
form-row-extra: মোবাইল/টেলিফোন নম্বর ই-মেইল (যদি থাকে) <box>1056 488 1499 506</box>
post-name: অফিস সহকারী কাম-কম্পিউটার মুদ্রাক্ষরিক গ্রেড-১৬ ৯,৩০০-২২,৪৯০/- <box>66 563 237 642</box>
form-row-extra <box>1056 379 1499 397</box>
ifb-item-text: Interested eligible bidders may obtain further information from office of the undersigned and inspect the bidding documents at the address given below from 10:00 to 16:00 hours local time (GMT +6:00 hours) during regular working days (Sunday to Thursday except government holidays). A pre-bid meeting which potential bidders may attend will be held on 4 January 2017 at the time and venue mentioned in the Bid Data Sheet. <box>780 1954 1499 1987</box>
rule-item: ১০. লিখিত/মৌখিক/ব্যবহারিক পরীক্ষায় অংশগ্রহণের জন্য প্রার্থীদের কোন প্রকার টিএ/ডিএ প্রদান করা হবে না। <box>16 1216 477 1229</box>
contact-line: Access to Services (IDEA) Project <box>1266 2160 1404 2170</box>
work-name: Teknaf Dail Para Choto Habib Para Lalu's Dokan Teknaf Chakebazar R&H Connecting Road form Ch. 00-275m & 800-1475m [Teknaf] [Salvage amount in BDT 7,06,144.00]. <box>930 1208 1240 1244</box>
ifb-item-number: 7. <box>759 2067 767 2078</box>
ifb-item-number: 3. <box>759 1782 767 1792</box>
declaration: আমি এই মর্মে অঙ্গীকার করছি যে, উপরে বর্ণিত তথ্যাবলী সম্পূর্ণ সত্য। মৌখিক পরীক্ষার সময় উল্লেখিত তথ্য প্রমাণের জন্য সকল মূল সার্টিফিকেট ও রেকর্ডপত্র উপস্থাপন করব। কোন তথ্য অসত্য প্রমাণিত হলে আইনানুগ শাস্তি ভোগ করতে বাধ্য থাকব। <box>769 801 1475 825</box>
form-row <box>763 506 1499 525</box>
ifb-item-number: 1. <box>759 1746 767 1757</box>
edu-cell <box>905 599 960 617</box>
form-row-extra: তারিখ ঃ <box>1056 721 1499 739</box>
ifb-item-text: The People's Republic of Bangladesh has received a credit from the International Development Association (IDA) toward the cost of Identification System for Enhancing Access to Services (IDEA) Project and it intends to apply part of the proceeds of this credit to payments under the agreement(s) resulting from this IFB. <box>780 1758 1499 1780</box>
date-cell: স <box>1029 838 1063 856</box>
form-row-extra <box>1056 415 1499 433</box>
form-row-extra: হ্যাঁ না প্রযোজ্য নয় <box>1056 739 1499 758</box>
edu-cell <box>1087 599 1184 617</box>
form-row-label: জাতীয় পরিচয়পত্র নম্বর ঃ <box>788 233 1056 251</box>
etender-row <box>760 1330 1499 1366</box>
contact-line: Islamic Foundation Building, Level (7-10) <box>1252 2172 1418 2182</box>
rules-title: আবেদন করার নিয়মাবলী/শর্তাবলী ঃ <box>16 849 185 863</box>
form-row <box>763 178 1499 197</box>
work-name: Periodic Maintenance of Hijolia Horinmara Road from Ch. 1500m-2540m [Ukhiya] [Overlay] [Re-Tender]. <box>930 1330 1240 1366</box>
form-row-number: ১৭. <box>763 655 788 674</box>
edu-cell <box>1087 617 1184 636</box>
ifb-item <box>759 1987 1499 2066</box>
submission-deadline: 02-01-2017 15.00pm <box>1396 1208 1499 1244</box>
selling-deadline: 01-01-2017 17.00pm <box>1292 1173 1396 1208</box>
intro-paragraph: অর্থ মন্ত্রণালয়, অভ্যন্তরীণ সম্পদ বিভাগের পত্র নং-০৮.০০.০০০০.০৩৭.১১.০১৪.১২.৪৪৭/১(৫), তারিখ-১৪/০৮/২০১৬ অনুযায়ী শূন্য পদ পূরণে ছাড়পত্র প্রদানের প্রেক্ষিতে কর অঞ্চল-১৫, ঢাকা এর অধীন নিম্ন বর্ণিত শূন্য পদ সমূহে অস্থায়ী ভিত্তিতে নিয়োগের প্রয়োজনীয় যোগ্যতা সম্পন্ন শুধুমাত্র ঢাকা প্রশাসনিক বিভাগের নিম্নোক্ত ৫ নং কলামে বর্ণিত জেলার প্রকৃত স্থায়ী বাসিন্দা/নাগরিকগণের নিকট হতে নির্ধারিত ফরমে আবেদনপত্র আহবান করা যাচ্ছে। <box>16 171 729 222</box>
eligible-districts: ঢাকা সিভিল ডিভিশনের (ঢাকা বিভাগ) ঢাকা, গাজীপুর, মানিকগঞ্জ, মুন্সীগঞ্জ, নারায়নগঞ্জ, নরসিংদী, শরীয়তপুর ও কিশোরগঞ্জ জেলার প্রার্থীগণ। <box>536 284 729 348</box>
signatory-line: কর অঞ্চল-১৫, ঢাকা। <box>493 1473 585 1487</box>
engineer-name: Monjurul Alam Siddiqui <box>1282 1379 1388 1391</box>
ifb-item-text: Bids must be delivered to the address below at or before 14:00 hrs local time (GMT+6:00 hours) on 25 January 2017. Bids need to be secured by Bid Security. The amount of Bid Security required is USD 100,000.00 or an equivalent amount in a freely convertible currency in the form of Bank/Demand Draft or Pay Order in favour of the undersigned as specified in details in the Bid Data Sheet. Late bids will be rejected. Bids will be opened in the presence of bidders' representatives who choose to attend at the address below at 14:30 hrs local time (GMT +6:00 hours) on 25 January 2017. Electronic bid submission is not allowed. <box>780 2067 1499 2111</box>
edu-cell <box>1338 617 1495 636</box>
ifb-item-text: This Invitation for Bids (IFB) follows the General Procurement Notice (GPN) for this project that appeared in UNDB online on July 9, 2010. <box>780 1746 1311 1757</box>
office-header: গণপ্রজাতন্ত্রী বাংলাদেশ সরকার কর কমিশনারের কার্যালয় কর অঞ্চল-১৫, ঢাকা “রিজ আহমেদ স্কয়ার” (৮ম তলা), ৫০/১, নয়াপল্টন ভি.আই.পি রোড, ঢাকা। <box>260 52 485 132</box>
edu-col: পাশের সন <box>1087 563 1184 581</box>
edu-cell <box>960 599 1087 617</box>
rule-item: ১. স্বহস্তে পূরণকৃত আবেদনপত্র (সংযুক্ত ছক মোতাবেক/আবেদনপত্র www.taxeszone15.com ওয়েবপেজ হতে ডাউনলোড করা যেতে পারে) আগামী ১৫/০১/২০১৭খ্রিঃ তারিখের মধ্যে কর কমিশনার, কর অঞ্চল-১৫, “রিজ আহমেদ স্কয়ার” (৮ম তলা), ৫০/১, নয়াপল্টন, ভি.আই.পি রোড, ঢাকা-১০০০ এর বরাবরে অফিস চলাকালীন সময়ের মধ্যে “সাধারণ ডাকযোগে” অথবা স্বহস্তে সরাসরি বাক্সে পৌঁছাতে হবে। <box>16 871 729 920</box>
form-row-extra: বাংলায় ঃ / ইংরেজীতে (বড় অক্ষরে) ঃ <box>1056 215 1499 233</box>
signatory-line: Executive Engineer <box>1294 1391 1376 1403</box>
form-row <box>763 470 1499 488</box>
form-row-label: মাতার নাম ঃ <box>788 306 1056 324</box>
submission-deadline: 02-01-2017 15.00pm <box>1396 1244 1499 1269</box>
submission-deadline: 02-01-2017 15.00pm <box>1396 1173 1499 1208</box>
form-row-number: ১৬. <box>763 543 788 561</box>
edu-col: গ্রেড/শ্রেণী/বিভাগ <box>1338 563 1495 581</box>
photo-box: পাসপোর্ট সাইজ ছবি (সত্যায়িত রঙিন ৩ কপি) <box>1385 57 1487 174</box>
form-row-extra <box>1056 543 1499 561</box>
submission-deadline: 02-01-2017 15.00pm <box>1396 1269 1499 1295</box>
form-row-label: ইউনিয়ন/ওয়ার্ড ঃ <box>788 397 1056 415</box>
form-row-number <box>763 433 788 452</box>
form-row-label: জাতীয়তা ঃ <box>788 506 1056 525</box>
form-row <box>763 379 1499 397</box>
tender-id: 78944 <box>1240 1330 1292 1366</box>
contact-line: Telephone: +880-2-8181717 <box>1277 2196 1393 2206</box>
edu-col: শিক্ষা প্রতিষ্ঠান <box>960 563 1087 581</box>
qualification: (ক) কোন স্বীকৃত বিশ্ববিদ্যালয় হতে কমপক্ষে স্নাতক বা সমমানের পরীক্ষায় উত্তীর্ণ। (খ) কম্পিউটারে বেসিক ট্রেনিং কোর্সে উত্তীর্ণ (কোন স্বীকৃত প্রতিষ্ঠান হইতে কম্পিউটারে Word processing, Software, Hardware, Internet Browsing, Upload, Download, File, Folder ও কম্পিউটার চালনা সম্পর্কিত কোর্স)। <box>308 348 536 456</box>
edu-cell <box>1087 636 1184 654</box>
form-row <box>763 721 1499 739</box>
rule-item: ১২. যোগ্য প্রার্থীদেরকে পরীক্ষা অনুষ্ঠানের স্থান, তারিখ ও সময়সূচী আবেদনপত্রে প্রদত্ত বর্তমান ঠিকানায় যথাসময়ে ডাকযোগে পাঠানো হবে। <box>16 1310 597 1323</box>
date-cell: স <box>926 838 960 856</box>
post-count: ০৪(চার) টি <box>237 754 308 802</box>
vacancy-row <box>17 705 729 754</box>
form-row-number: ১১. <box>763 488 788 506</box>
signatory-name: ( মোঃ আবু জাফর হামিদ ) <box>481 1370 597 1384</box>
signatory-line: ও <box>535 1422 543 1435</box>
education-blank-row <box>792 617 1495 636</box>
form-row-label: উপজেলা ঃ <box>788 452 1056 470</box>
sl-no: 6 <box>760 1330 804 1366</box>
form-row-number: ২. <box>763 197 788 215</box>
dateline: DHAKA TUESDAY DECEMBER 13, 2016, AGRAHAYAN 29,1423 BS <box>3 3 521 21</box>
form-row <box>763 233 1499 251</box>
form-row-number: ২০. <box>763 721 788 739</box>
rule-item: ৩. আবেদনকারীর নাম ও পত্র যোগাযোগের ঠিকানা (বর্তমান ঠিকানা) লেখা সম্বলিত অব্যবহৃত ১০(দশ) টাকার ডাকটিকেট সংযুক্ত ১০”×৪.৫” ইঞ্চি মাপের একটি খাম আবেদনপত্রের সাথে সংযুক্ত করতে হবে। <box>16 983 729 1015</box>
rule-item: ৬. মহিলা, এতিমখানা নিবাসী, শারীরিক প্রতিবন্ধী, আনসার ও গ্রাম প্রতিরক্ষা বাহিনীর সদস্য, উপজাতীয় প্রার্থীদের কোটা সরকারী নীতিমালা অনুযায়ী সংরক্ষণ করা হবে। এ সকল প্রার্থীকে সরকারের সর্বশেষ নীতিমালা অনুযায়ী যথাযথ কর্তৃপক্ষের সার্টিফিকেটসহ আবেদনপত্র দাখিল করতে হবে। <box>16 1098 729 1130</box>
tender-id: 77130 <box>1240 1244 1292 1269</box>
form-title: চাকুরীর আবেদন ফরম <box>989 49 1140 78</box>
